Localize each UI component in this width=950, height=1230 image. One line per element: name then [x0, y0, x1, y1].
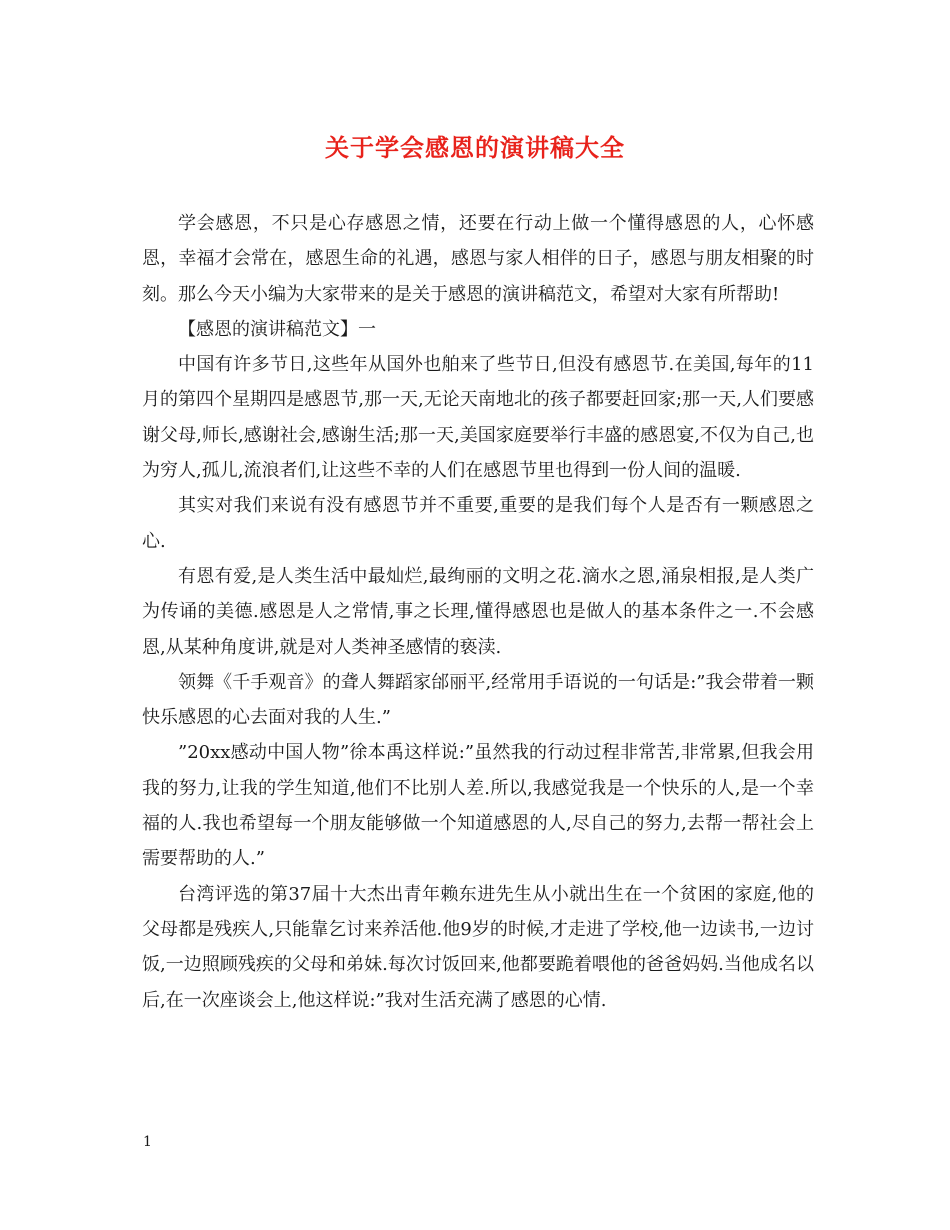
- body-paragraph: 领舞《千手观音》的聋人舞蹈家邰丽平,经常用手语说的一句话是:”我会带着一颗快乐感恩的心去面对我的人生.”: [142, 671, 814, 729]
- body-paragraph: 中国有许多节日,这些年从国外也舶来了些节日,但没有感恩节.在美国,每年的11月的第四个星期四是感恩节,那一天,无论天南地北的孩子都要赶回家;那一天,人们要感谢父母,师长,感谢社会,感谢生活;那一天,美国家庭要举行丰盛的感恩宴,不仅为自己,也为穷人,孤儿,流浪者们,让这些不幸的人们在感恩节里也得到一份人间的温暖.: [142, 354, 814, 482]
- page-number: 1: [143, 1134, 152, 1150]
- body-paragraph: ”20xx感动中国人物”徐本禹这样说:”虽然我的行动过程非常苦,非常累,但我会用我的努力,让我的学生知道,他们不比别人差.所以,我感觉我是一个快乐的人,是一个幸福的人.我也希望每一个朋友能够做一个知道感恩的人,尽自己的努力,去帮一帮社会上需要帮助的人.”: [142, 742, 814, 870]
- document-title: 关于学会感恩的演讲稿大全: [325, 133, 625, 162]
- body-paragraph: 有恩有爱,是人类生活中最灿烂,最绚丽的文明之花.滴水之恩,涌泉相报,是人类广为传诵的美德.感恩是人之常情,事之长理,懂得感恩也是做人的基本条件之一.不会感恩,从某种角度讲,就是对人类神圣感情的亵渎.: [142, 565, 814, 658]
- body-paragraph: 台湾评选的第37届十大杰出青年赖东进先生从小就出生在一个贫困的家庭,他的父母都是残疾人,只能靠乞讨来养活他.他9岁的时候,才走进了学校,他一边读书,一边讨饭,一边照顾残疾的父母和弟妹.每次讨饭回来,他都要跪着喂他的爸爸妈妈.当他成名以后,在一次座谈会上,他这样说:”我对生活充满了感恩的心情.: [142, 883, 814, 1011]
- body-paragraph: 其实对我们来说有没有感恩节并不重要,重要的是我们每个人是否有一颗感恩之心.: [142, 495, 814, 552]
- section-heading: 【感恩的演讲稿范文】一: [178, 318, 376, 340]
- document-body: [142, 206, 814, 1018]
- intro-paragraph: 学会感恩，不只是心存感恩之情，还要在行动上做一个懂得感恩的人，心怀感恩，幸福才会常在，感恩生命的礼遇，感恩与家人相伴的日子，感恩与朋友相聚的时刻。那么今天小编为大家带来的是关于感恩的演讲稿范文，希望对大家有所帮助!: [142, 213, 814, 305]
